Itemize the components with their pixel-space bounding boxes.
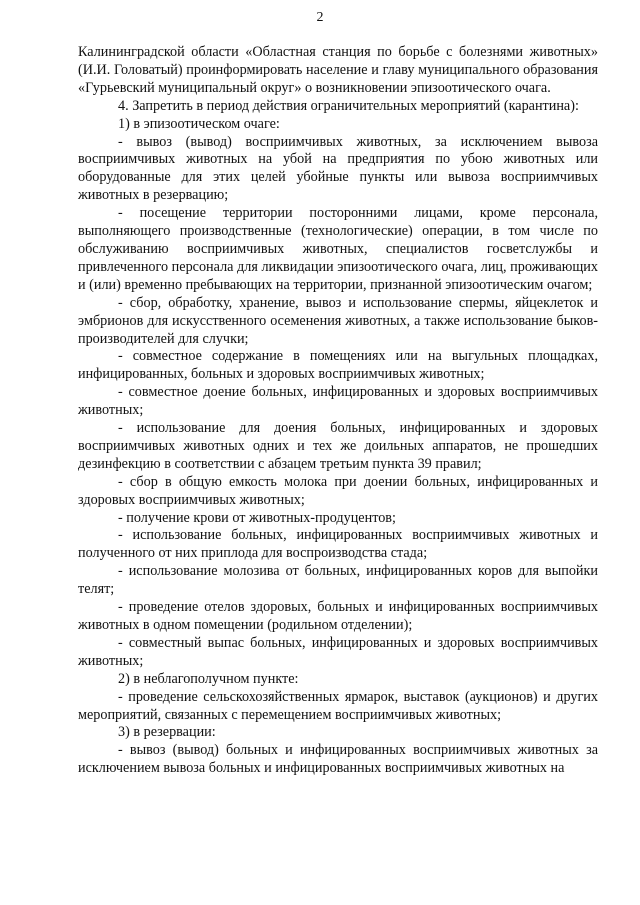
paragraph-bullet-grazing: - совместный выпас больных, инфицированных и здоровых восприимчивых животных; (78, 634, 598, 669)
paragraph-bullet-reservation-export: - вывоз (вывод) больных и инфицированных восприимчивых животных за исключением вывоза больных и инфицированных восприимчивых животных на (78, 742, 598, 777)
paragraph-bullet-reproduction: - использование больных, инфицированных восприимчивых животных и полученного от них приплода для воспроизводства стада; (78, 527, 598, 562)
paragraph-bullet-fairs: - проведение сельскохозяйственных ярмарок, выставок (аукционов) и других мероприятий, связанных с перемещением восприимчивых животных; (78, 688, 598, 723)
paragraph-bullet-colostrum: - использование молозива от больных, инфицированных коров для выпойки телят; (78, 563, 598, 598)
paragraph-bullet-export-animals: - вывоз (вывод) восприимчивых животных, за исключением вывоза восприимчивых животных на убой на предприятия по убою животных или оборудованные для этих целей убойные пункты или вывоза восприимчивых животных в резервацию; (78, 133, 598, 204)
paragraph-subitem-2-heading: 2) в неблагополучном пункте: (118, 670, 299, 687)
paragraph-bullet-visit-territory: - посещение территории посторонними лицами, кроме персонала, выполняющего производственные (технологические) операции, в том числе по обслуживанию восприимчивых животных, специалистов госветслужбы и привлеченного персонала для ликвидации эпизоотического очага, лиц, проживающих и (или) временно пребывающих на территории, признанной эпизоотическим очагом; (78, 205, 598, 293)
paragraph-bullet-joint-milking: - совместное доение больных, инфицированных и здоровых восприимчивых животных; (78, 384, 598, 419)
document-body (78, 44, 598, 778)
paragraph-bullet-sperm-collection: - сбор, обработку, хранение, вывоз и использование спермы, яйцеклеток и эмбрионов для искусственного осеменения животных, а также использование быков-производителей для случки; (78, 294, 598, 347)
paragraph-subitem-1-heading: 1) в эпизоотическом очаге: (118, 115, 280, 132)
page-number: 2 (316, 10, 324, 25)
paragraph-info-population: Калининградской области «Областная станция по борьбе с болезнями животных» (И.И. Головатый) проинформировать население и главу муниципального образования «Гурьевский муниципальный округ» о возникновении эпизоотического очага. (78, 44, 598, 96)
paragraph-item-4-prohibit: 4. Запретить в период действия ограничительных мероприятий (карантина): (118, 97, 579, 114)
paragraph-bullet-milking-machines: - использование для доения больных, инфицированных и здоровых восприимчивых животных одних и тех же доильных аппаратов, не прошедших дезинфекцию в соответствии с абзацем третьим пункта 39 правил; (78, 420, 598, 472)
paragraph-subitem-3-heading: 3) в резервации: (118, 724, 216, 741)
paragraph-bullet-milk-container: - сбор в общую емкость молока при доении больных, инфицированных и здоровых восприимчивых животных; (78, 473, 598, 508)
paragraph-bullet-joint-keeping: - совместное содержание в помещениях или на выгульных площадках, инфицированных, больных и здоровых восприимчивых животных; (78, 348, 598, 383)
paragraph-bullet-blood-collection: - получение крови от животных-продуцентов; (118, 509, 396, 526)
paragraph-bullet-calving: - проведение отелов здоровых, больных и инфицированных восприимчивых животных в одном помещении (родильном отделении); (78, 599, 598, 633)
